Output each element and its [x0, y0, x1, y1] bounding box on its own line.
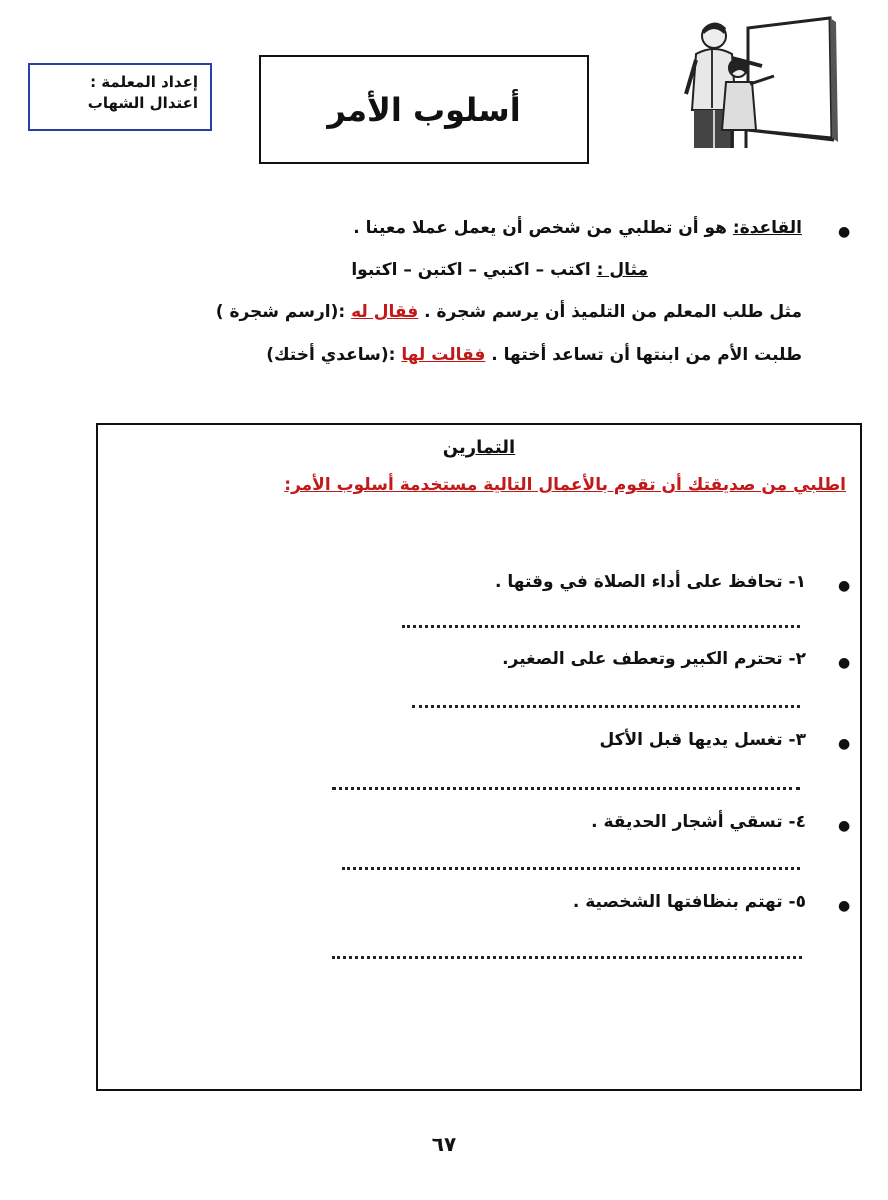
bullet-icon: ●: [838, 224, 851, 240]
example-text: اكتب – اكتبي – اكتبن – اكتبوا: [351, 260, 597, 280]
bullet-icon: ●: [838, 578, 851, 594]
rule-label: القاعدة:: [732, 218, 802, 238]
example-line: [351, 260, 648, 280]
exercises-title: [98, 437, 860, 458]
rule-text: هو أن تطلبي من شخص أن يعمل عملا معينا .: [353, 218, 733, 238]
teacher-student-illustration: [656, 10, 840, 150]
answer-line-5[interactable]: [332, 956, 802, 959]
rule-line: [353, 218, 802, 238]
exercises-box: [96, 423, 862, 1091]
sentence-2-highlight: فقالت لها: [401, 345, 486, 365]
teacher-label: إعداد المعلمة :: [90, 73, 198, 91]
answer-line-4[interactable]: [342, 867, 800, 870]
page-number: ٦٧: [431, 1132, 457, 1156]
bullet-icon: ●: [838, 898, 851, 914]
example-sentence-2: [266, 345, 802, 365]
sentence-1-text: مثل طلب المعلم من التلميذ أن يرسم شجرة .: [418, 302, 802, 322]
page-title-box: [259, 55, 589, 164]
exercises-title-text: التمارين: [442, 437, 516, 458]
exercise-item-3: ٣- تغسل يديها قبل الأكل: [599, 730, 806, 750]
example-label: مثال :: [596, 260, 648, 280]
bullet-icon: ●: [838, 818, 851, 834]
answer-line-2[interactable]: [412, 705, 800, 708]
teacher-credit-box: [28, 63, 212, 131]
sentence-1-quote: :(ارسم شجرة ): [215, 302, 352, 322]
exercises-instruction: اطلبي من صديقتك أن تقوم بالأعمال التالية مستخدمة أسلوب الأمر:: [284, 475, 846, 495]
exercise-item-2: ٢- تحترم الكبير وتعطف على الصغير.: [502, 649, 806, 669]
page-title: أسلوب الأمر: [327, 90, 521, 129]
exercise-item-4: ٤- تسقي أشجار الحديقة .: [591, 812, 806, 832]
answer-line-3[interactable]: [332, 787, 800, 790]
teacher-name: اعتدال الشهاب: [87, 94, 198, 112]
bullet-icon: ●: [838, 736, 851, 752]
sentence-1-highlight: فقال له: [351, 302, 419, 322]
sentence-2-quote: :(ساعدي أختك): [266, 345, 402, 365]
answer-line-1[interactable]: [402, 625, 800, 628]
exercise-item-1: ١- تحافظ على أداء الصلاة في وقتها .: [495, 572, 806, 592]
bullet-icon: ●: [838, 655, 851, 671]
exercise-item-5: ٥- تهتم بنظافتها الشخصية .: [572, 892, 806, 912]
sentence-2-text: طلبت الأم من ابنتها أن تساعد أختها .: [485, 345, 802, 365]
example-sentence-1: [216, 302, 802, 322]
